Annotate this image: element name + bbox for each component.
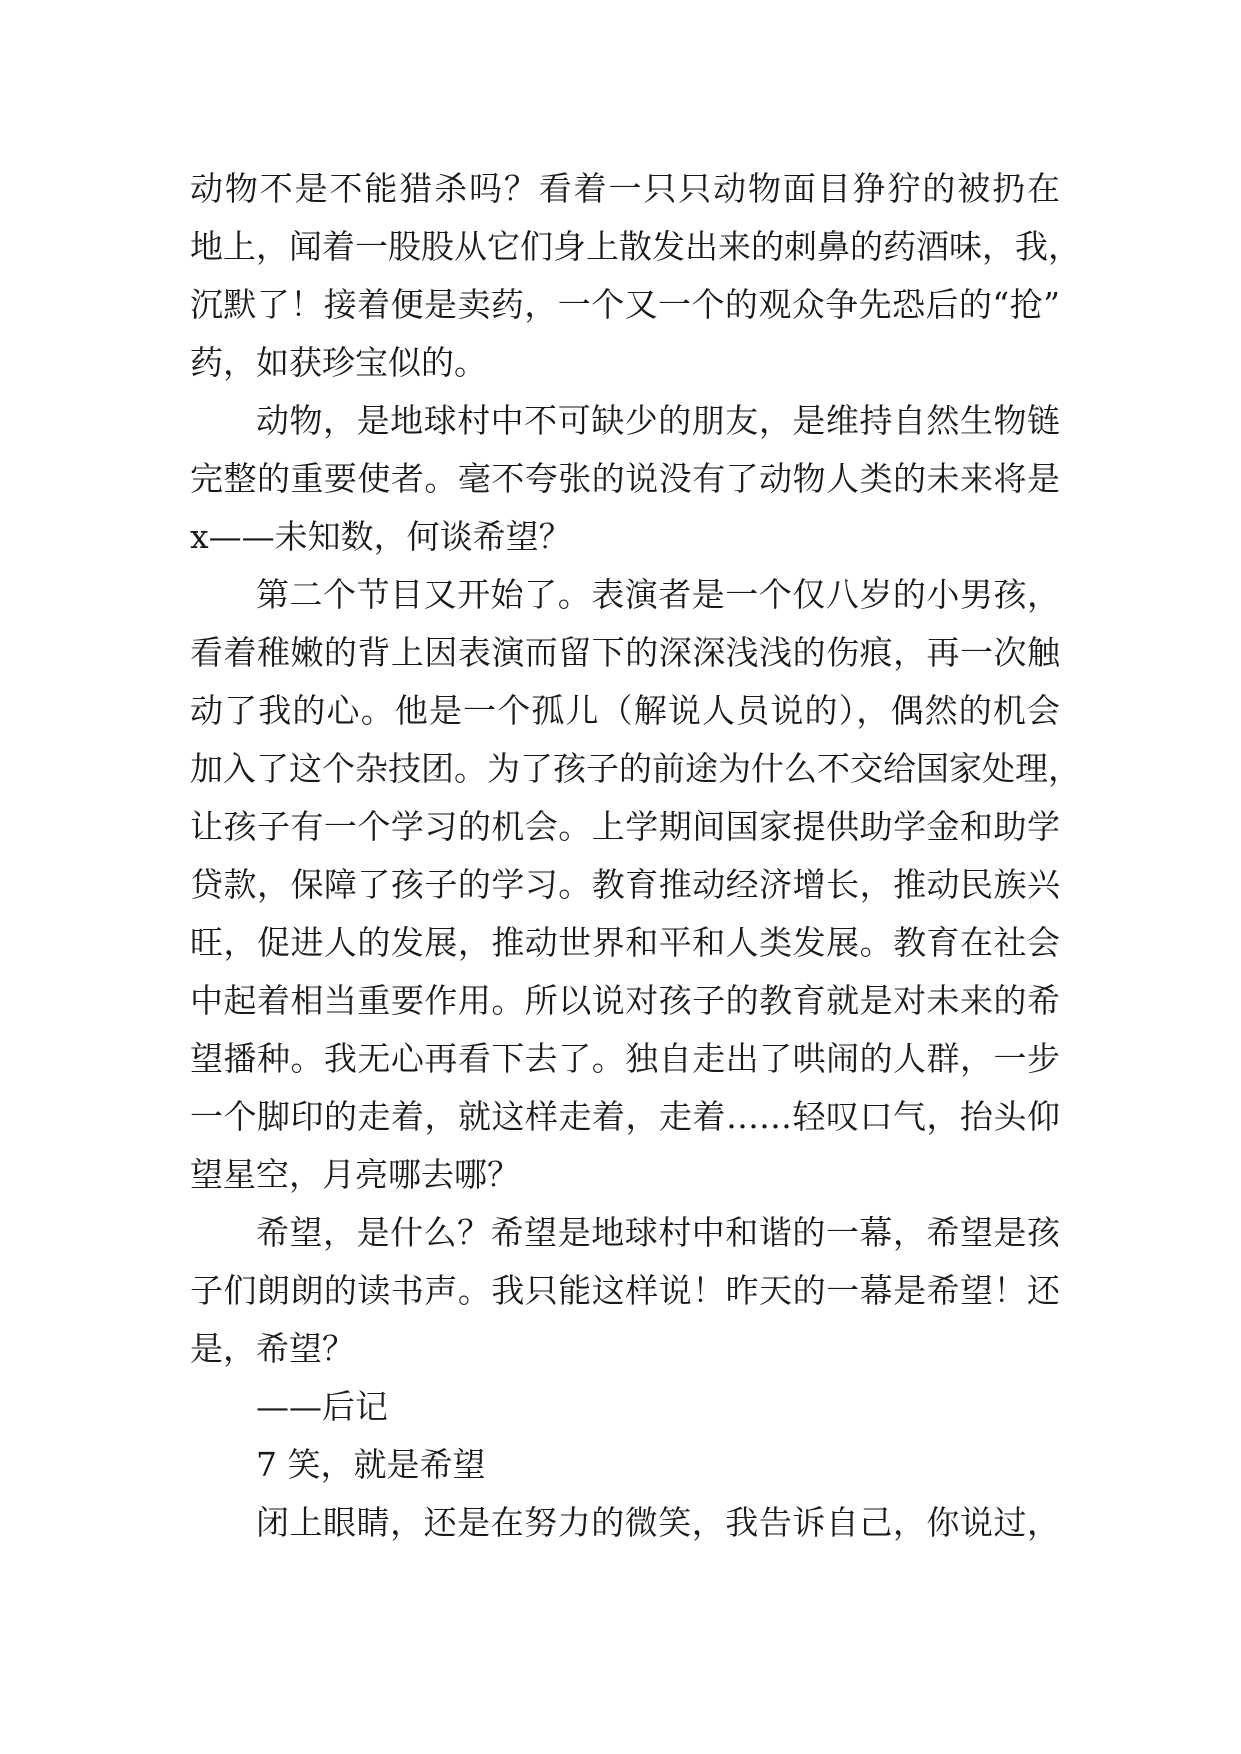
paragraph [190, 566, 1081, 1204]
text-line: 贷款，保障了孩子的学习。教育推动经济增长，推动民族兴 [190, 865, 1060, 904]
paragraph [190, 1204, 1060, 1378]
text-line: 中起着相当重要作用。所以说对孩子的教育就是对未来的希 [190, 981, 1060, 1020]
text-line: 一个脚印的走着，就这样走着，走着……轻叹口气，抬头仰 [190, 1097, 1060, 1136]
text-line: 动物，是地球村中不可缺少的朋友，是维持自然生物链 [256, 401, 1060, 440]
postscript [190, 1378, 1060, 1436]
text-line: 闭上眼睛，还是在努力的微笑，我告诉自己，你说过， [256, 1503, 1060, 1542]
text-line: 看着稚嫩的背上因表演而留下的深深浅浅的伤痕，再一次触 [190, 633, 1060, 672]
text-line: 第二个节目又开始了。表演者是一个仅八岁的小男孩， [256, 575, 1060, 614]
text-line: 是，希望？ [190, 1329, 355, 1368]
text-line: x——未知数，何谈希望？ [190, 517, 572, 556]
document-page [190, 160, 1081, 1552]
text-line: 希望，是什么？希望是地球村中和谐的一幕，希望是孩 [256, 1213, 1060, 1252]
text-line: 旺，促进人的发展，推动世界和平和人类发展。教育在社会 [190, 923, 1060, 962]
text-line: 加入了这个杂技团。为了孩子的前途为什么不交给国家处理， [190, 749, 1081, 788]
text-line: 7 笑，就是希望 [256, 1445, 486, 1484]
paragraph [190, 1494, 1060, 1552]
text-line: 动了我的心。他是一个孤儿（解说人员说的），偶然的机会 [190, 691, 1060, 730]
section-heading [190, 1436, 1060, 1494]
text-line: 让孩子有一个学习的机会。上学期间国家提供助学金和助学 [190, 807, 1060, 846]
text-line: 完整的重要使者。毫不夸张的说没有了动物人类的未来将是 [190, 459, 1060, 498]
text-line: 地上，闻着一股股从它们身上散发出来的刺鼻的药酒味，我， [190, 227, 1081, 266]
text-line: 望播种。我无心再看下去了。独自走出了哄闹的人群，一步 [190, 1039, 1060, 1078]
text-line: 子们朗朗的读书声。我只能这样说！昨天的一幕是希望！还 [190, 1271, 1060, 1310]
text-line: 望星空，月亮哪去哪？ [190, 1155, 520, 1194]
text-line: ——后记 [256, 1387, 388, 1426]
text-line: 动物不是不能猎杀吗？看着一只只动物面目狰狞的被扔在 [190, 169, 1060, 208]
text-line: 沉默了！接着便是卖药，一个又一个的观众争先恐后的“抢” [190, 285, 1060, 324]
paragraph [190, 392, 1060, 566]
paragraph [190, 160, 1081, 392]
text-line: 药，如获珍宝似的。 [190, 343, 487, 382]
